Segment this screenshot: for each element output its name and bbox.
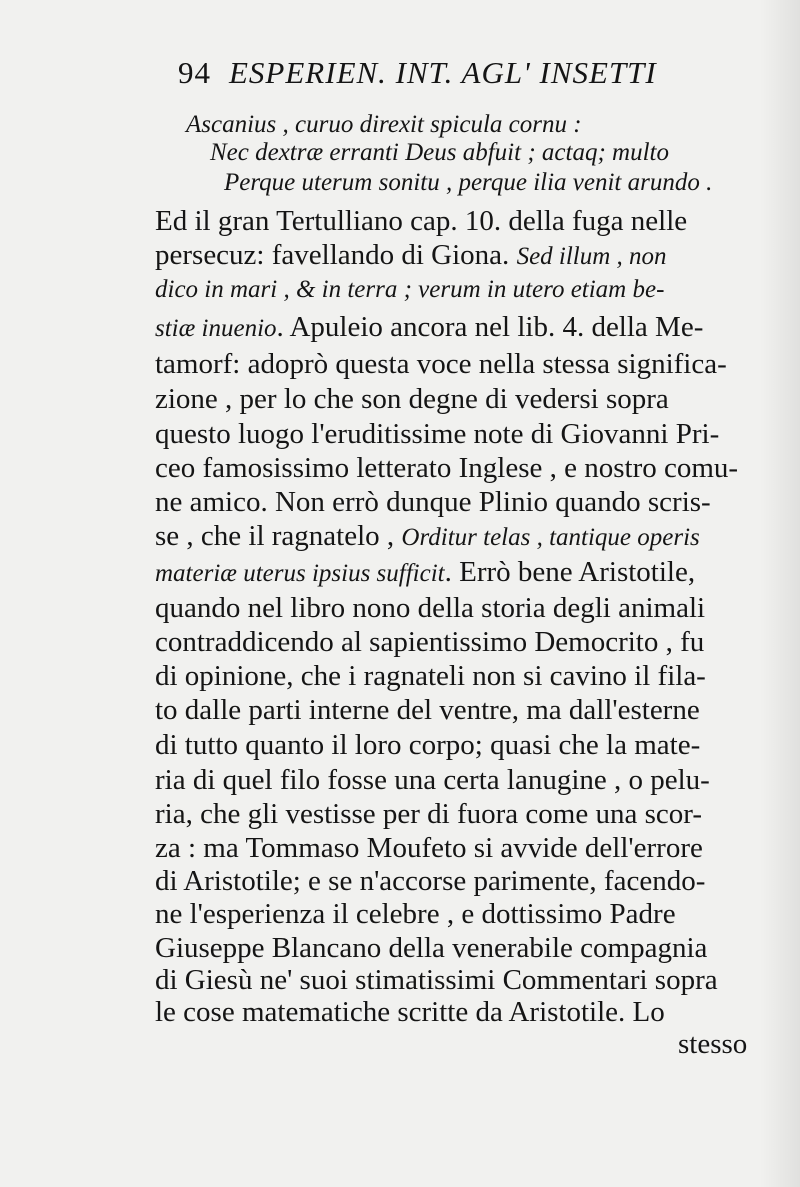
verse-line-1: Ascanius , curuo direxit spicula cornu : [186, 111, 582, 138]
text-line-9: zione , per lo che son degne di vedersi sopra [155, 383, 669, 415]
text-line-27: le cose matematiche scritte da Aristotile. Lo [155, 996, 665, 1028]
running-header [178, 55, 738, 91]
text-line-13: se , che il ragnatelo , Orditur telas , tantique operis [155, 520, 700, 552]
text-line-16: contraddicendo al sapientissimo Democrito , fu [155, 626, 705, 658]
text-line-10: questo luogo l'eruditissime note di Giovanni Pri- [155, 418, 720, 450]
text-line-4: Ed il gran Tertulliano cap. 10. della fuga nelle [155, 205, 688, 237]
page-edge-shadow [760, 0, 800, 1187]
running-title: ESPERIEN. INT. AGL' INSETTI [229, 55, 657, 90]
text-line-7: stiæ inuenio. Apuleio ancora nel lib. 4. della Me- [155, 311, 704, 343]
verse-line-3: Perque uterum sonitu , perque ilia venit arundo . [224, 169, 713, 196]
text-line-24: ne l'esperienza il celebre , e dottissimo Padre [155, 898, 676, 930]
text-line-26: di Giesù ne' suoi stimatissimi Commentari sopra [155, 964, 718, 996]
text-line-23: di Aristotile; e se n'accorse parimente, facendo- [155, 865, 706, 897]
text-line-21: ria, che gli vestisse per di fuora come una scor- [155, 798, 702, 830]
text-line-14: materiæ uterus ipsius sufficit. Errò bene Aristotile, [155, 556, 696, 588]
text-line-11: ceo famosissimo letterato Inglese , e nostro comu- [155, 452, 739, 484]
text-line-22: za : ma Tommaso Moufeto si avvide dell'errore [155, 832, 703, 864]
page-number: 94 [178, 55, 211, 90]
verse-line-2: Nec dextræ erranti Deus abfuit ; actaq; multo [210, 139, 669, 166]
text-line-5: persecuz: favellando di Giona. Sed illum , non [155, 239, 667, 271]
text-line-6: dico in mari , & in terra ; verum in utero etiam be- [155, 276, 665, 303]
catchword: stesso [678, 1028, 748, 1060]
text-line-25: Giuseppe Blancano della venerabile compagnia [155, 932, 708, 964]
text-line-18: to dalle parti interne del ventre, ma dall'esterne [155, 694, 700, 726]
text-line-15: quando nel libro nono della storia degli animali [155, 592, 706, 624]
text-line-8: tamorf: adoprò questa voce nella stessa significa- [155, 348, 727, 380]
text-line-17: di opinione, che i ragnateli non si cavino il fila- [155, 660, 706, 692]
text-line-20: ria di quel filo fosse una certa lanugine , o pelu- [155, 764, 710, 796]
text-line-12: ne amico. Non errò dunque Plinio quando scris- [155, 486, 711, 518]
text-line-19: di tutto quanto il loro corpo; quasi che la mate- [155, 729, 701, 761]
